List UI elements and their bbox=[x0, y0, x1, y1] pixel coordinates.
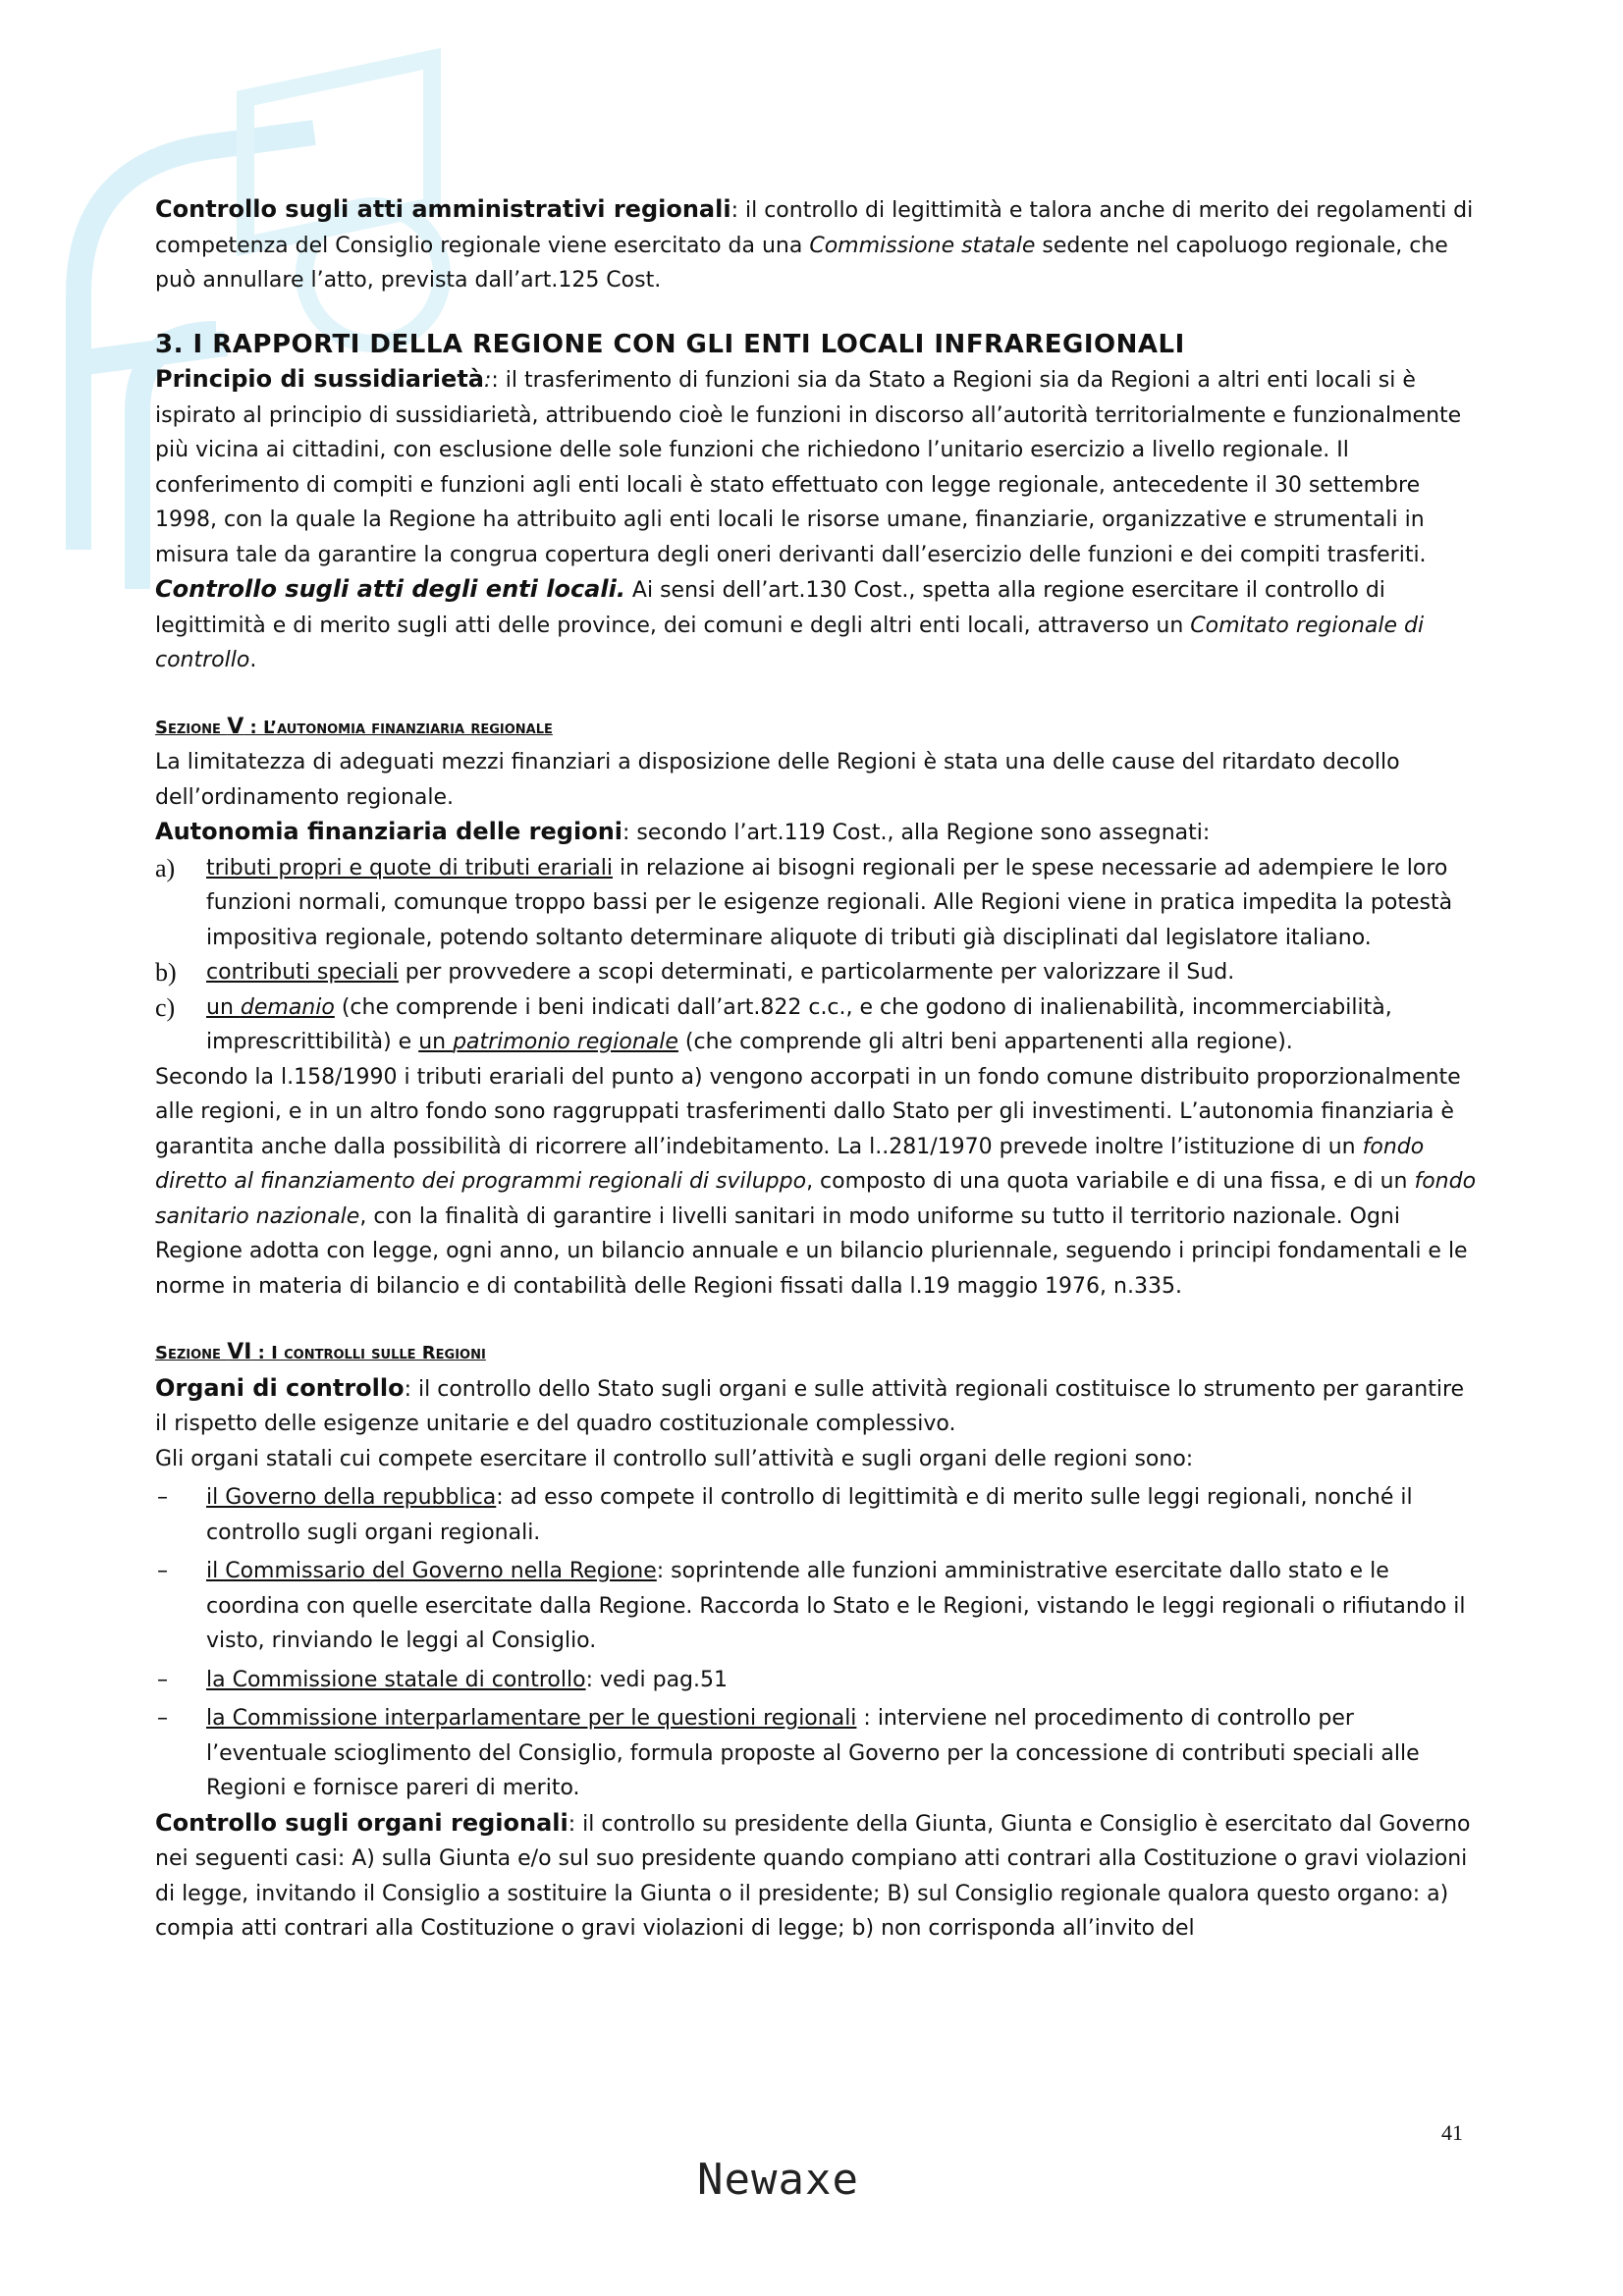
list-item: – il Governo della repubblica: ad esso compete il controllo di legittimità e di merito sulle leggi regionali, nonché il controllo sugli organi regionali. bbox=[157, 1485, 1413, 1545]
lead-term: Principio di sussidiarietà bbox=[155, 365, 484, 393]
document-body bbox=[155, 192, 1481, 1947]
list-risorse-regionali bbox=[155, 851, 1481, 1060]
paragraph-tributi-erariali: Secondo la l.158/1990 i tributi erariali del punto a) vengono accorpati in un fondo comune distribuito proporzionalmente alle regioni, e in un altro fondo sono raggruppati trasferimenti dallo Stato per gli investimenti. L’autonomia finanziaria è garantita anche dalla possibilità di ricorrere all’indebitamento. La l..281/1970 prevede inoltre l’istituzione di un fondo diretto al finanziamento dei programmi regionali di sviluppo, composto di una quota variabile e di una fissa, e di un fondo sanitario nazionale, con la finalità di garantire i livelli sanitari in modo uniforme su tutto il territorio nazionale. Ogni Regione adotta con legge, ogni anno, un bilancio annuale e un bilancio pluriennale, seguendo i principi fondamentali e le norme in materia di bilancio e di contabilità delle Regioni fissati dalla l.19 maggio 1976, n.335. bbox=[155, 1064, 1477, 1299]
list-item: – la Commissione statale di controllo: vedi pag.51 bbox=[157, 1667, 729, 1692]
section-v-title: Sezione V : L’autonomia finanziaria regionale bbox=[155, 714, 553, 739]
paragraph-atti-amministrativi: Controllo sugli atti amministrativi regionali: il controllo di legittimità e talora anche di merito dei regolamenti di competenza del Consiglio regionale viene esercitato da una Commissione statale sedente nel capoluogo regionale, che può annullare l’atto, prevista dall’art.125 Cost. bbox=[155, 195, 1474, 293]
lead-term: Controllo sugli organi regionali bbox=[155, 1808, 568, 1837]
lead-term: Controllo sugli atti degli enti locali. bbox=[155, 575, 625, 603]
paragraph-organi-controllo: Organi di controllo: il controllo dello Stato sugli organi e sulle attività regionali costituisce lo strumento per garantire il rispetto delle esigenze unitarie e del quadro costituzionale complessivo. bbox=[155, 1373, 1465, 1436]
lead-term: Autonomia finanziaria delle regioni bbox=[155, 818, 623, 845]
list-item: c) un demanio (che comprende i beni indicati dall’art.822 c.c., e che godono di inalienabilità, incommerciabilità, imprescrittibilità) e un patrimonio regionale (che comprende gli altri beni appartenenti alla regione). bbox=[155, 992, 1392, 1054]
paragraph-organi-statali: Gli organi statali cui compete esercitare il controllo sull’attività e sugli organi delle regioni sono: bbox=[155, 1446, 1194, 1471]
list-item: – la Commissione interparlamentare per le questioni regionali : interviene nel procedimento di controllo per l’eventuale scioglimento del Consiglio, formula proposte al Governo per la concessione di contributi speciali alle Regioni e fornisce pareri di merito. bbox=[157, 1706, 1420, 1800]
footer-brand: Newaxe bbox=[697, 2155, 859, 2205]
heading-rapporti-enti-locali: 3. I RAPPORTI DELLA REGIONE CON GLI ENTI LOCALI INFRAREGIONALI bbox=[155, 329, 1185, 359]
list-organi-statali bbox=[155, 1480, 1481, 1806]
paragraph-controllo-organi-regionali: Controllo sugli organi regionali: il controllo su presidente della Giunta, Giunta e Consiglio è esercitato dal Governo nei seguenti casi: A) sulla Giunta e/o sul suo presidente quando compiano atti contrari alla Costituzione o gravi violazioni di legge, invitando il Consiglio a sostituire la Giunta o il presidente; B) sul Consiglio regionale qualora questo organo: a) compia atti contrari alla Costituzione o gravi violazioni di legge; b) non corrisponda all’invito del bbox=[155, 1808, 1471, 1941]
page-number: 41 bbox=[1441, 2120, 1463, 2145]
lead-term: Controllo sugli atti amministrativi regionali bbox=[155, 195, 731, 223]
section-vi-title: Sezione VI : I controlli sulle Regioni bbox=[155, 1340, 486, 1364]
list-item: a) tributi propri e quote di tributi erariali in relazione ai bisogni regionali per le spese necessarie ad adempiere le loro funzioni normali, comunque troppo bassi per le esigenze regionali. Alle Regioni viene in pratica impedita la potestà impositiva regionale, potendo soltanto determinare aliquote di tributi già disciplinati dal legislatore italiano. bbox=[155, 853, 1453, 950]
paragraph-sussidiarieta: Principio di sussidiarietà:: il trasferimento di funzioni sia da Stato a Regioni sia da Regioni a altri enti locali si è ispirato al principio di sussidiarietà, attribuendo cioè le funzioni in discorso all’autorità territorialmente e funzionalmente più vicina ai cittadini, con esclusione delle sole funzioni che richiedono l’unitario esercizio a livello regionale. Il conferimento di compiti e funzioni agli enti locali è stato effettuato con legge regionale, antecedente il 30 settembre 1998, con la quale la Regione ha attribuito agli enti locali le risorse umane, finanziarie, organizzative e strumentali in misura tale da garantire la congrua copertura degli oneri derivanti dall’esercizio delle funzioni e dei compiti trasferiti. bbox=[155, 365, 1462, 567]
paragraph-limitatezza: La limitatezza di adeguati mezzi finanziari a disposizione delle Regioni è stata una delle cause del ritardato decollo dell’ordinamento regionale. bbox=[155, 750, 1400, 810]
list-item: – il Commissario del Governo nella Regione: soprintende alle funzioni amministrative esercitate dallo stato e le coordina con quelle esercitate dalla Regione. Raccorda lo Stato e le Regioni, vistando le leggi regionali o rifiutando il visto, rinviando le leggi al Consiglio. bbox=[157, 1559, 1466, 1653]
paragraph-controllo-enti-locali: Controllo sugli atti degli enti locali. Ai sensi dell’art.130 Cost., spetta alla regione esercitare il controllo di legittimità e di merito sugli atti delle province, dei comuni e degli altri enti locali, attraverso un Comitato regionale di controllo. bbox=[155, 575, 1425, 672]
paragraph-autonomia-finanziaria: Autonomia finanziaria delle regioni: secondo l’art.119 Cost., alla Regione sono assegnati: bbox=[155, 818, 1211, 845]
list-item: b) contributi speciali per provvedere a scopi determinati, e particolarmente per valorizzare il Sud. bbox=[155, 958, 1235, 987]
lead-term: Organi di controllo bbox=[155, 1373, 405, 1402]
